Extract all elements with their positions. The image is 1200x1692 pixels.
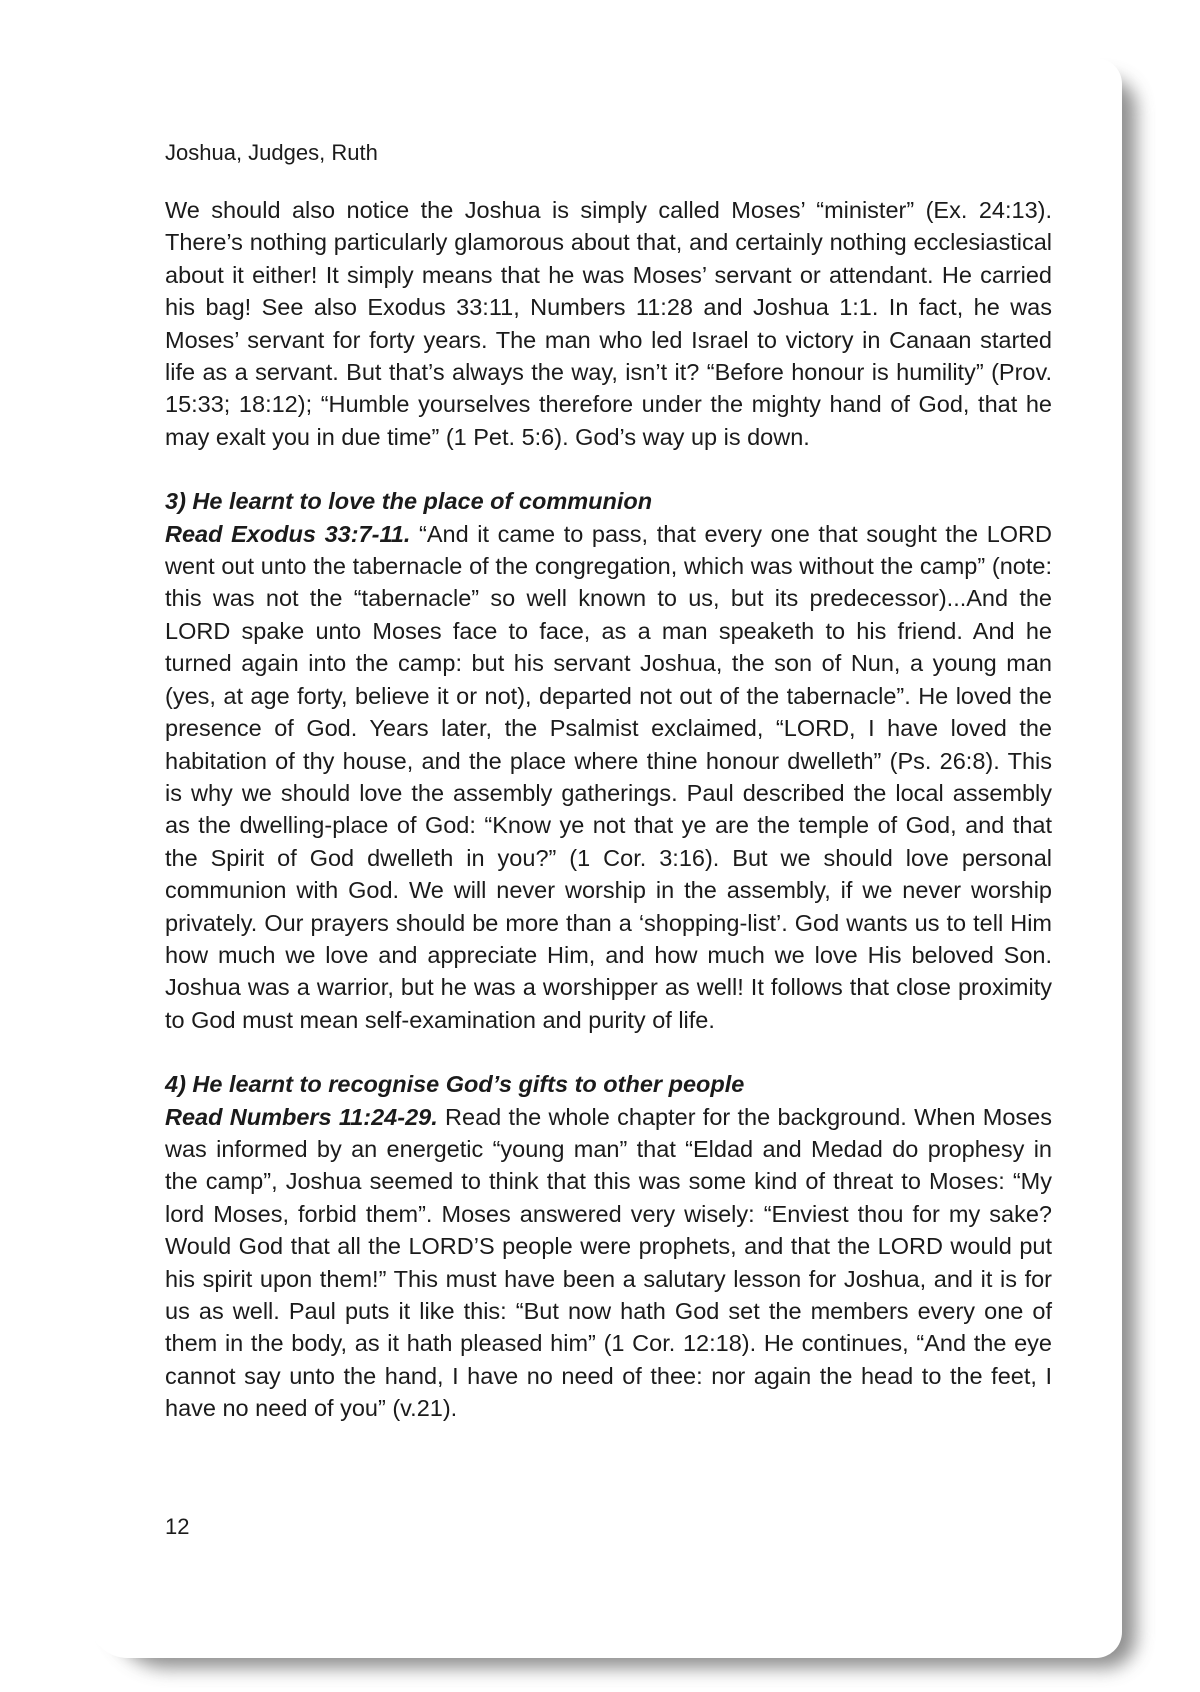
running-head: Joshua, Judges, Ruth	[165, 140, 378, 165]
book-page	[88, 58, 1122, 1658]
section-3-paragraph	[165, 518, 1052, 1037]
paragraph-intro: We should also notice the Joshua is simply called Moses’ “minister” (Ex. 24:13). There’s nothing particularly glamorous about that, and certainly nothing ecclesiastical about it either! It simply means that he was Moses’ servant or attendant. He carried his bag! See also Exodus 33:11, Numbers 11:28 and Joshua 1:1. In fact, he was Moses’ servant for forty years. The man who led Israel to victory in Canaan started life as a servant. But that’s always the way, isn’t it? “Before honour is humility” (Prov. 15:33; 18:12); “Humble yourselves therefore under the mighty hand of God, that he may exalt you in due time” (1 Pet. 5:6). God’s way up is down.	[165, 197, 1052, 450]
section-4-heading	[165, 1068, 1052, 1100]
paragraph-text: Read the whole chapter for the background. When Moses was informed by an energetic “young man” that “Eldad and Medad do prophesy in the camp”, Joshua seemed to think that this was some kind of threat to Moses: “My lord Moses, forbid them”. Moses answered very wisely: “Enviest thou for my sake? Would God that all the LORD’S people were prophets, and that the LORD would put his spirit upon them!” This must have been a salutary lesson for Joshua, and it is for us as well. Paul puts it like this: “But now hath God set the members every one of them in the body, as it hath pleased him” (1 Cor. 12:18). He continues, “And the eye cannot say unto the hand, I have no need of thee: nor again the head to the feet, I have no need of you” (v.21).	[165, 1103, 1052, 1422]
section-heading: 4) He learnt to recognise God’s gifts to other people	[165, 1071, 745, 1098]
page-number: 12	[165, 1514, 190, 1539]
scripture-reference: Read Exodus 33:7-11.	[165, 520, 411, 547]
section-3-heading	[165, 485, 1052, 517]
section-4-paragraph	[165, 1101, 1052, 1425]
body-text	[165, 194, 1052, 1425]
paragraph-text: “And it came to pass, that every one that sought the LORD went out unto the tabernacle of the congregation, which was without the camp” (note: this was not the “tabernacle” so well known to us, but its predecessor)...And the LORD spake unto Moses face to face, as a man speaketh to his friend. And he turned again into the camp: but his servant Joshua, the son of Nun, a young man (yes, at age forty, believe it or not), departed not out of the tabernacle”. He loved the presence of God. Years later, the Psalmist exclaimed, “LORD, I have loved the habitation of thy house, and the place where thine honour dwelleth” (Ps. 26:8). This is why we should love the assembly gatherings. Paul described the local assembly as the dwelling-place of God: “Know ye not that ye are the temple of God, and that the Spirit of God dwelleth in you?” (1 Cor. 3:16). But we should love personal communion with God. We will never worship in the assembly, if we never worship privately. Our prayers should be more than a ‘shopping-list’. God wants us to tell Him how much we love and appreciate Him, and how much we love His beloved Son. Joshua was a warrior, but he was a worshipper as well! It follows that close proximity to God must mean self-examination and purity of life.	[165, 520, 1053, 1033]
section-heading: 3) He learnt to love the place of communion	[165, 488, 653, 515]
scripture-reference: Read Numbers 11:24-29.	[165, 1103, 438, 1130]
